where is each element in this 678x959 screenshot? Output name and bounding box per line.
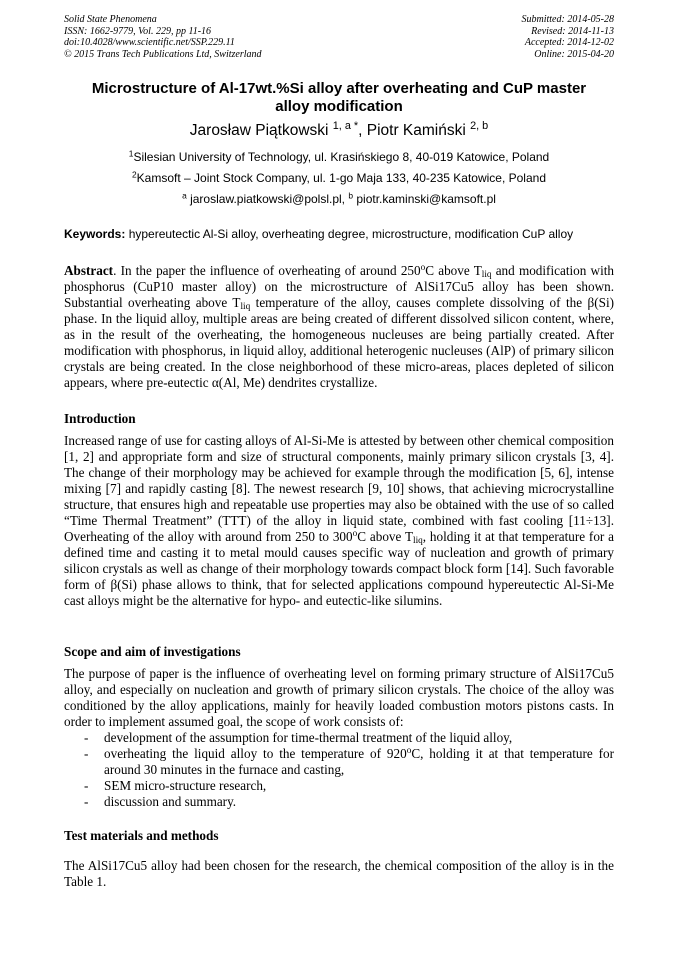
affiliation-1-text: Silesian University of Technology, ul. Krasińskiego 8, 40-019 Katowice, Poland xyxy=(133,150,550,164)
email-a-link[interactable]: jaroslaw.piatkowski@polsl.pl, xyxy=(190,192,349,206)
liquidus-subscript: liq xyxy=(240,300,251,311)
list-item-text: discussion and summary. xyxy=(104,794,237,809)
abstract-text-1: . In the paper the influence of overheating of around 250 xyxy=(113,263,421,278)
degree-mark: o xyxy=(352,527,358,538)
liquidus-subscript: liq xyxy=(413,534,423,545)
degree-mark: o xyxy=(406,744,412,755)
scope-list xyxy=(64,730,614,810)
date-revised: Revised: 2014-11-13 xyxy=(531,25,614,37)
section-heading-introduction: Introduction xyxy=(64,411,136,426)
test-paragraph: The AlSi17Cu5 alloy had been chosen for the research, the chemical composition of the alloy is in the Table 1. xyxy=(64,858,614,889)
list-item xyxy=(64,794,614,810)
affiliation-2-text: Kamsoft – Joint Stock Company, ul. 1-go Maja 133, 40-235 Katowice, Poland xyxy=(136,171,546,185)
keywords-line xyxy=(64,227,614,241)
journal-copyright: © 2015 Trans Tech Publications Ltd, Switzerland xyxy=(64,48,262,60)
date-submitted: Submitted: 2014-05-28 xyxy=(521,14,614,25)
publication-dates xyxy=(522,14,615,60)
list-dash: - xyxy=(84,778,89,793)
author-emails xyxy=(64,192,614,206)
abstract-text-3: and modification with phosphorus (CuP10 master alloy) on the microstructure of AlSi17Cu5 alloy has been shown. Substantial overheating above T xyxy=(64,263,614,310)
abstract-text-4: temperature of the alloy, causes complete dissolving of the β(Si) phase. In the liquid alloy, multiple areas are being created of different dissolved silicon content, where, as in the result of the overheating, the homogeneous nucleuses are being partially created. After modification with phosphorus, in liquid alloy, additional heterogenic nucleuses (AlP) of primary silicon crystals are being created. In the close neighborhood of these micro-areas, places depleted of silicon appears, where pre-eutectic α(Al, Me) dendrites crystallize. xyxy=(64,295,614,390)
list-dash: - xyxy=(84,746,89,761)
introduction-paragraph xyxy=(64,433,614,609)
list-dash: - xyxy=(84,794,89,809)
list-item-text: overheating the liquid alloy to the temperature of 920 xyxy=(104,746,407,761)
paper-title xyxy=(64,80,614,116)
journal-issn: ISSN: 1662-9779, Vol. 229, pp 11-16 xyxy=(64,25,212,37)
list-item-text: C, holding it at that temperature for around 30 minutes in the furnace and casting, xyxy=(104,746,615,777)
introduction-text-3: , holding it at that temperature for a defined time and casting it to metal mould causes specific way of nucleation and growth of primary silicon crystals as well as change of their morphology towards compact block form [14]. Such favorable form of β(Si) phase allows to think, that for selected applications compound hypereutectic Al-Si-Me cast alloys might be the alternative for hypo- and eutectic-like silumins. xyxy=(64,529,614,608)
date-online: Online: 2015-04-20 xyxy=(534,48,614,60)
affiliation-1-number: 1 xyxy=(128,148,134,159)
author-1-marks: 1, a * xyxy=(332,120,359,133)
journal-name: Solid State Phenomena xyxy=(64,14,157,25)
journal-doi[interactable]: doi:10.4028/www.scientific.net/SSP.229.11 xyxy=(64,37,235,49)
author-separator: , xyxy=(358,122,367,139)
date-accepted: Accepted: 2014-12-02 xyxy=(524,37,614,49)
abstract-paragraph xyxy=(64,263,614,391)
email-a-mark: a xyxy=(182,190,187,201)
author-2-name: Piotr Kamiński xyxy=(366,122,466,139)
author-2-marks: 2, b xyxy=(470,120,489,133)
author-1-name: Jarosław Piątkowski xyxy=(189,122,329,139)
liquidus-subscript: liq xyxy=(481,268,492,279)
email-b-mark: b xyxy=(348,190,354,201)
abstract-label: Abstract xyxy=(64,263,114,278)
list-item xyxy=(64,730,614,746)
journal-info xyxy=(64,14,262,60)
list-item-text: SEM micro-structure research, xyxy=(104,778,267,793)
list-item xyxy=(64,778,614,794)
section-heading-test-materials: Test materials and methods xyxy=(64,828,219,843)
email-b-link[interactable]: piotr.kaminski@kamsoft.pl xyxy=(356,192,496,206)
title-line-1: Microstructure of Al-17wt.%Si alloy after overheating and CuP master xyxy=(91,80,587,97)
degree-mark: o xyxy=(420,261,426,272)
introduction-text-2: C above T xyxy=(357,529,414,544)
list-item xyxy=(64,746,614,778)
keywords-label: Keywords: xyxy=(64,227,126,241)
list-item-text: development of the assumption for time-thermal treatment of the liquid alloy, xyxy=(104,730,513,745)
abstract-text-2: C above T xyxy=(425,263,482,278)
section-heading-scope: Scope and aim of investigations xyxy=(64,644,241,659)
affiliation-2-number: 2 xyxy=(131,169,137,180)
introduction-text-1: Increased range of use for casting alloys of Al-Si-Me is attested by between other chemical composition [1, 2] and appropriate form and size of structural components, mainly primary silicon crystals [3, 4]. The change of their morphology may be achieved for example through the modification [5, 6], intense mixing [7] and rapidly casting [8]. The newest research [9, 10] shows, that achieving microcrystalline structure, that ensures high and repeatable use properties may also be obtained with the use of so called “Time Thermal Treatment” (TTT) of the alloy in liquid state, combined with fast cooling [11÷13]. Overheating of the alloy with around from 250 to 300 xyxy=(64,433,614,544)
title-line-2: alloy modification xyxy=(275,98,403,115)
affiliation-2 xyxy=(64,171,614,185)
affiliation-1 xyxy=(64,150,614,164)
list-dash: - xyxy=(84,730,89,745)
author-list xyxy=(64,122,614,140)
keywords-text: hypereutectic Al-Si alloy, overheating degree, microstructure, modification CuP alloy xyxy=(125,227,574,241)
scope-paragraph: The purpose of paper is the influence of overheating level on forming primary structure of AlSi17Cu5 alloy, and especially on nucleation and growth of primary silicon crystals. The choice of the alloy was conditioned by the alloy applications, mainly for heavily loaded combustion motors pistons casts. In order to implement assumed goal, the scope of work consists of: xyxy=(64,666,614,729)
